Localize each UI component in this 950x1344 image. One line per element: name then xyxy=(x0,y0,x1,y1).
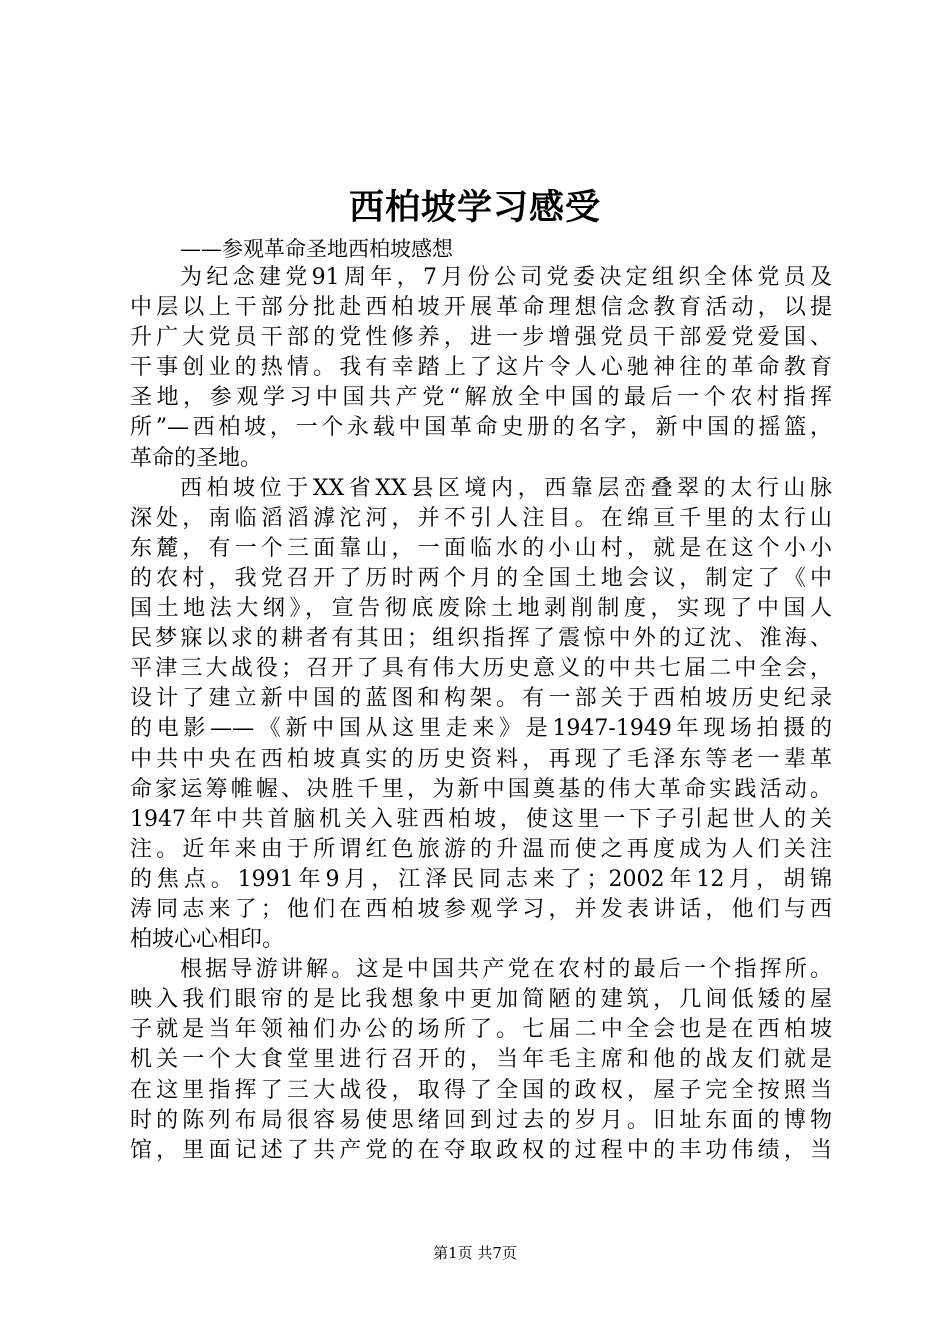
text-line: 时的陈列布局很容易使思绪回到过去的岁月。旧址东面的博物 xyxy=(130,1107,832,1133)
text-line: 国土地法大纲》，宣告彻底废除土地剥削制度，实现了中国人 xyxy=(130,596,832,622)
text-line: 根据导游讲解。这是中国共产党在农村的最后一个指挥所。 xyxy=(180,957,832,983)
text-line: 注。近年来由于所谓红色旅游的升温而使之再度成为人们关注 xyxy=(130,836,832,862)
text-line: 子就是当年领袖们办公的场所了。七届二中全会也是在西柏坡 xyxy=(130,1017,832,1043)
text-line: 映入我们眼帘的是比我想象中更加简陋的建筑，几间低矮的屋 xyxy=(130,987,832,1013)
text-line: 东麓，有一个三面靠山，一面临水的小山村，就是在这个小小 xyxy=(130,535,832,561)
text-line: 的焦点。1991年9月，江泽民同志来了；2002年12月，胡锦 xyxy=(130,866,832,892)
page-title: 西柏坡学习感受 xyxy=(348,187,601,228)
text-line: 中层以上干部分批赴西柏坡开展革命理想信念教育活动，以提 xyxy=(130,295,832,321)
text-line: 柏坡心心相印。 xyxy=(130,927,285,953)
text-line: 民梦寐以求的耕者有其田；组织指挥了震惊中外的辽沈、淮海、 xyxy=(130,626,832,652)
page-subtitle: ——参观革命圣地西柏坡感想 xyxy=(180,237,453,261)
text-line: 升广大党员干部的党性修养，进一步增强党员干部爱党爱国、 xyxy=(130,325,832,351)
text-line: 机关一个大食堂里进行召开的，当年毛主席和他的战友们就是 xyxy=(130,1047,832,1073)
text-line: 馆，里面记述了共产党的在夺取政权的过程中的丰功伟绩，当 xyxy=(130,1137,832,1163)
text-line: 西柏坡位于XX省XX县区境内，西靠层峦叠翠的太行山脉 xyxy=(180,475,832,501)
paragraph-1 xyxy=(130,263,832,474)
text-line: 涛同志来了；他们在西柏坡参观学习，并发表讲话，他们与西 xyxy=(130,896,832,922)
text-line: 在这里指挥了三大战役，取得了全国的政权，屋子完全按照当 xyxy=(130,1077,832,1103)
paragraph-3 xyxy=(130,955,832,1166)
text-line: 深处，南临滔滔滹沱河，并不引人注目。在绵亘千里的太行山 xyxy=(130,505,832,531)
page-footer: 第1页 共7页 xyxy=(433,1244,517,1262)
text-line: 1947年中共首脑机关入驻西柏坡，使这里一下子引起世人的关 xyxy=(130,806,832,832)
text-line: 为纪念建党91周年，7月份公司党委决定组织全体党员及 xyxy=(180,265,832,290)
text-line: 中共中央在西柏坡真实的历史资料，再现了毛泽东等老一辈革 xyxy=(130,746,832,772)
text-line: 圣地，参观学习中国共产党“解放全中国的最后一个农村指挥 xyxy=(130,385,832,411)
text-line: 的农村，我党召开了历时两个月的全国土地会议，制定了《中 xyxy=(130,565,832,591)
document-body xyxy=(130,263,832,1166)
text-line: 干事创业的热情。我有幸踏上了这片令人心驰神往的革命教育 xyxy=(130,355,832,381)
paragraph-2 xyxy=(130,474,832,956)
text-line: 的电影——《新中国从这里走来》是1947-1949年现场拍摄的 xyxy=(130,716,832,742)
text-line: 革命的圣地。 xyxy=(130,445,263,471)
text-line: 设计了建立新中国的蓝图和构架。有一部关于西柏坡历史纪录 xyxy=(130,686,832,712)
text-line: 平津三大战役；召开了具有伟大历史意义的中共七届二中全会， xyxy=(130,656,832,682)
text-line: 所”—西柏坡，一个永载中国革命史册的名字，新中国的摇篮， xyxy=(130,415,832,441)
text-line: 命家运筹帷幄、决胜千里，为新中国奠基的伟大革命实践活动。 xyxy=(130,776,832,802)
